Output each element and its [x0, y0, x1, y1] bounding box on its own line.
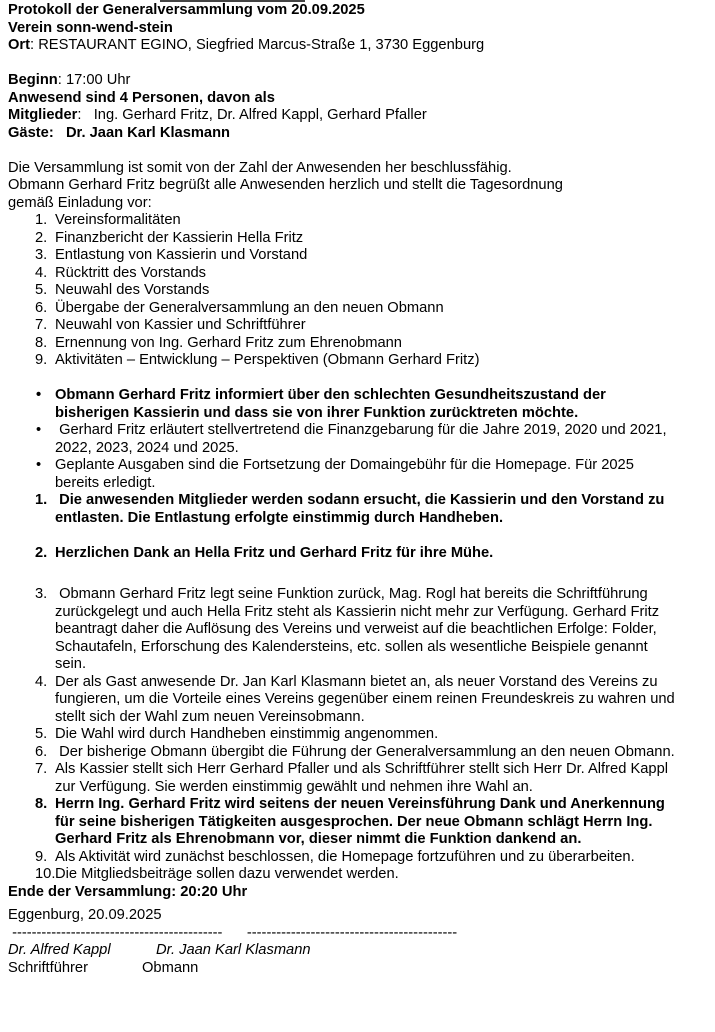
scan-artifact: [160, 0, 305, 2]
signature-names-row: [8, 942, 682, 960]
resolution-item: Obmann Gerhard Fritz legt seine Funktion zurück, Mag. Rogl hat bereits die Schriftführung zurückgelegt und auch Hella Fritz steht als Kassierin nicht mehr zur Verfügung. Gerhard Fritz beantragt daher die Auflösung des Vereins und verweist auf die beachtlichen Erfolge: Folder, Schautafeln, Erforschung des Kalendersteins, etc. sollen als wesentliche Beispiele genannt sein.: [55, 586, 664, 672]
blank-line: [8, 370, 682, 388]
agenda-item: Aktivitäten – Entwicklung – Perspektiven (Obmann Gerhard Fritz): [55, 352, 480, 368]
agenda-item: Ernennung von Ing. Gerhard Fritz zum Ehrenobmann: [55, 334, 402, 351]
resolution-item: Die Wahl wird durch Handheben einstimmig angenommen.: [55, 726, 439, 742]
resolution-item: Herzlichen Dank an Hella Fritz und Gerhard Fritz für ihre Mühe.: [55, 544, 494, 561]
resolution-item: Der bisherige Obmann übergibt die Führung der Generalversammlung an den neuen Obmann.: [55, 743, 675, 760]
resolution-item: Die anwesenden Mitglieder werden sodann ersucht, die Kassierin und den Vorstand zu entlasten. Die Entlastung erfolgte einstimmig durch Handheben.: [55, 492, 669, 526]
agenda-item: Rücktritt des Vorstands: [55, 264, 207, 281]
doc-title: Protokoll der Generalversammlung vom 20.09.2025: [8, 2, 365, 18]
bullet-item: • Obmann Gerhard Fritz informiert über den schlechten Gesundheitszustand der bisherigen Kassierin und dass sie von ihrer Funktion zurücktreten möchte.: [55, 387, 682, 422]
resolution-item: Herrn Ing. Gerhard Fritz wird seitens der neuen Vereinsführung Dank und Anerkennung für seine bisherigen Tätigkeiten ausgesprochen. Der neue Obmann schlägt Herrn Ing. Gerhard Fritz als Ehrenobmann vor, dieser nimmt die Funktion dankend an.: [55, 796, 669, 847]
signature-ruling: ------------------------------------------- -------------------------------------------: [8, 924, 458, 941]
members-label: Mitglieder: [8, 107, 78, 123]
place-date: Eggenburg, 20.09.2025: [8, 907, 162, 923]
blank-line: [8, 142, 682, 160]
end-line: Ende der Versammlung: 20:20 Uhr: [8, 883, 248, 900]
agenda-item: Übergabe der Generalversammlung an den neuen Obmann: [55, 299, 444, 316]
members-value: : Ing. Gerhard Fritz, Dr. Alfred Kappl, Gerhard Pfaller: [77, 107, 427, 123]
bullet-list: [8, 387, 682, 492]
agenda-item: Neuwahl von Kassier und Schriftführer: [55, 317, 306, 333]
doc-location: [8, 37, 682, 55]
resolution-item: Als Kassier stellt sich Herr Gerhard Pfaller und als Schriftführer stellt sich Herr Dr. Alfred Kappl zur Verfügung. Sie werden einstimmig gewählt und nehmen ihre Wahl an.: [55, 761, 673, 795]
intro-line-3: gemäß Einladung vor:: [8, 194, 152, 211]
agenda-list: [8, 212, 682, 370]
resolution-list: [8, 492, 682, 884]
agenda-item: Vereinsformalitäten: [55, 212, 181, 228]
blank-line: [8, 55, 682, 73]
signature-role-right: Obmann: [142, 959, 199, 976]
resolution-item: Die Mitgliedsbeiträge sollen dazu verwendet werden.: [55, 866, 399, 882]
location-label: Ort: [8, 37, 31, 53]
bullet-item: • Gerhard Fritz erläutert stellvertretend die Finanzgebarung für die Jahre 2019, 2020 und 2021, 2022, 2023, 2024 und 2025.: [55, 422, 682, 457]
resolution-item: Als Aktivität wird zunächst beschlossen, die Homepage fortzuführen und zu überarbeiten.: [55, 848, 635, 865]
resolution-item: Der als Gast anwesende Dr. Jan Karl Klasmann bietet an, als neuer Vorstand des Vereins zu fungieren, um die Vorteile eines Vereins gegenüber einem reinen Freundeskreis zu wahren und stellt sich der Wahl zum neuen Vereinsobmann.: [55, 673, 679, 725]
location-value: : RESTAURANT EGINO, Siegfried Marcus-Straße 1, 3730 Eggenburg: [30, 37, 485, 53]
agenda-item: Neuwahl des Vorstands: [55, 282, 210, 298]
intro-line-2: Obmann Gerhard Fritz begrüßt alle Anwesenden herzlich und stellt die Tagesordnung: [8, 177, 563, 193]
doc-subtitle: Verein sonn-wend-stein: [8, 19, 173, 36]
agenda-item: Finanzbericht der Kassierin Hella Fritz: [55, 229, 304, 246]
doc-attendance: Anwesend sind 4 Personen, davon als: [8, 89, 275, 106]
agenda-item: Entlastung von Kassierin und Vorstand: [55, 247, 308, 263]
doc-members: [8, 107, 682, 125]
doc-guests: Gäste: Dr. Jaan Karl Klasmann: [8, 124, 231, 141]
bullet-item: • Geplante Ausgaben sind die Fortsetzung der Domaingebühr für die Homepage. Für 2025 bereits erledigt.: [55, 457, 682, 492]
begin-value: : 17:00 Uhr: [57, 72, 131, 88]
begin-label: Beginn: [8, 72, 58, 88]
doc-begin: [8, 72, 682, 90]
signature-role-left: Schriftführer: [8, 959, 88, 976]
intro-line-1: Die Versammlung ist somit von der Zahl der Anwesenden her beschlussfähig.: [8, 159, 512, 176]
signature-roles-row: [8, 960, 682, 978]
signature-name-right: Dr. Jaan Karl Klasmann: [156, 942, 311, 958]
signature-name-left: Dr. Alfred Kappl: [8, 942, 111, 958]
